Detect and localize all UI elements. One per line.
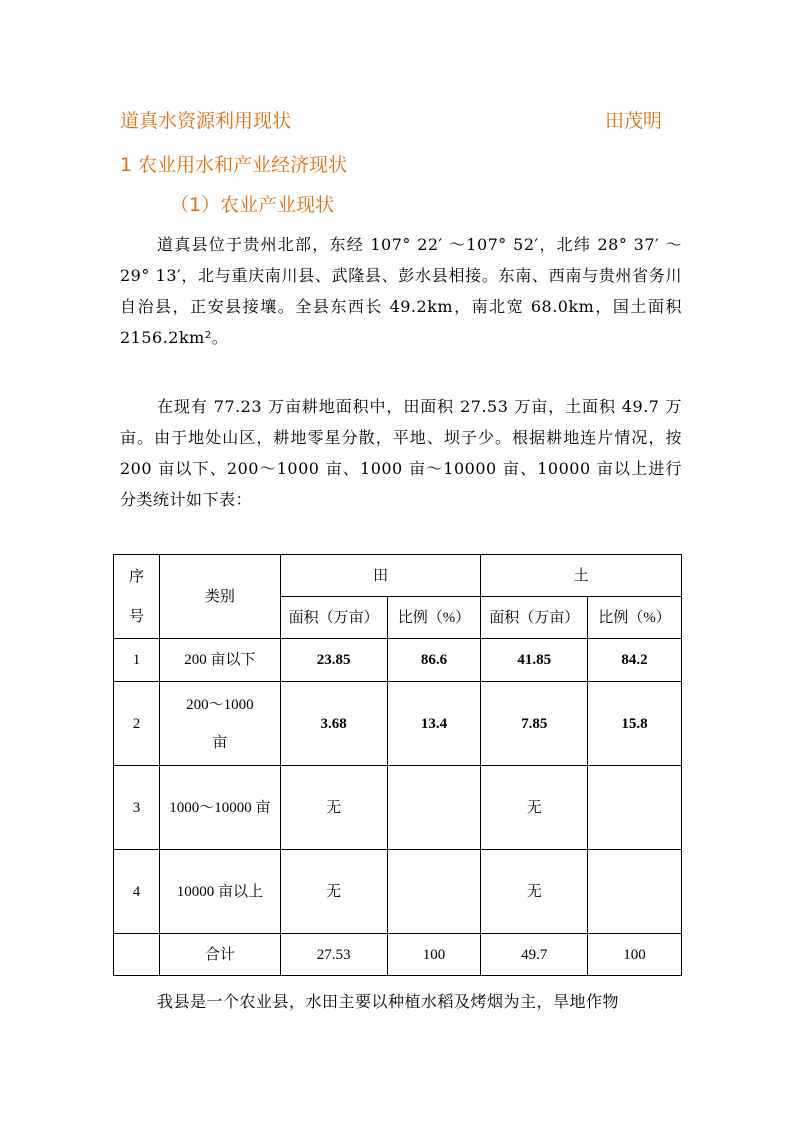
paragraph-farmland: 在现有 77.23 万亩耕地面积中，田面积 27.53 万亩，土面积 49.7 万亩。由于地处山区，耕地零星分散，平地、坝子少。根据耕地连片情况，按 200 亩以下、200～1000 亩、1000 亩～10000 亩、10000 亩以上进行分类统计如下表：	[120, 397, 682, 509]
title-text: 道真水资源利用现状	[120, 110, 292, 132]
cell-category: 200 亩以下	[159, 639, 280, 682]
cell-tu-area: 无	[481, 766, 588, 850]
cell-tian-area: 3.68	[280, 682, 387, 766]
table-row-total	[114, 934, 682, 976]
cell-tu-ratio	[588, 766, 682, 850]
cell-tian-area: 23.85	[280, 639, 387, 682]
cell-category: 1000～10000 亩	[159, 766, 280, 850]
header-tu-ratio: 比例（%）	[588, 597, 682, 639]
cell-tian-area: 无	[280, 766, 387, 850]
header-seq: 序号	[114, 555, 160, 639]
header-tian-ratio: 比例（%）	[387, 597, 481, 639]
table-row	[114, 682, 682, 766]
header-tian-area: 面积（万亩）	[280, 597, 387, 639]
cell-tian-area: 27.53	[280, 934, 387, 976]
subsection-heading: （1）农业产业现状	[170, 194, 335, 216]
cell-seq: 3	[114, 766, 160, 850]
cell-tu-area: 无	[481, 850, 588, 934]
cell-tian-ratio: 13.4	[387, 682, 481, 766]
header-tu-area: 面积（万亩）	[481, 597, 588, 639]
cell-tian-area: 无	[280, 850, 387, 934]
table-row	[114, 766, 682, 850]
cell-category: 200～1000 亩	[159, 682, 280, 766]
cell-tian-ratio	[387, 766, 481, 850]
cell-tu-area: 49.7	[481, 934, 588, 976]
table-row	[114, 850, 682, 934]
header-category: 类别	[159, 555, 280, 639]
cell-category: 合计	[159, 934, 280, 976]
header-tu: 土	[481, 555, 682, 597]
farmland-table	[113, 554, 682, 976]
cell-tu-ratio: 100	[588, 934, 682, 976]
cell-seq: 2	[114, 682, 160, 766]
paragraph-location: 道真县位于贵州北部，东经 107° 22′ ～107° 52′，北纬 28° 37′ ～29° 13′，北与重庆南川县、武隆县、彭水县相接。东南、西南与贵州省务川自治县，正安县接壤。全县东西长 49.2km，南北宽 68.0km，国土面积 2156.2km²。	[120, 235, 682, 347]
document-title	[120, 106, 662, 134]
cell-category: 10000 亩以上	[159, 850, 280, 934]
cell-tu-area: 7.85	[481, 682, 588, 766]
cell-tian-ratio	[387, 850, 481, 934]
cell-tian-ratio: 100	[387, 934, 481, 976]
cell-tu-ratio: 84.2	[588, 639, 682, 682]
cell-seq: 4	[114, 850, 160, 934]
cell-tu-ratio: 15.8	[588, 682, 682, 766]
cell-tian-ratio: 86.6	[387, 639, 481, 682]
section-heading: 1 农业用水和产业经济现状	[120, 154, 348, 176]
cell-tu-area: 41.85	[481, 639, 588, 682]
cell-seq: 1	[114, 639, 160, 682]
table-row	[114, 639, 682, 682]
header-tian: 田	[280, 555, 481, 597]
paragraph-crops: 我县是一个农业县，水田主要以种植水稻及烤烟为主，旱地作物	[157, 992, 620, 1011]
cell-seq	[114, 934, 160, 976]
cell-tu-ratio	[588, 850, 682, 934]
author-name: 田茂明	[604, 110, 662, 132]
